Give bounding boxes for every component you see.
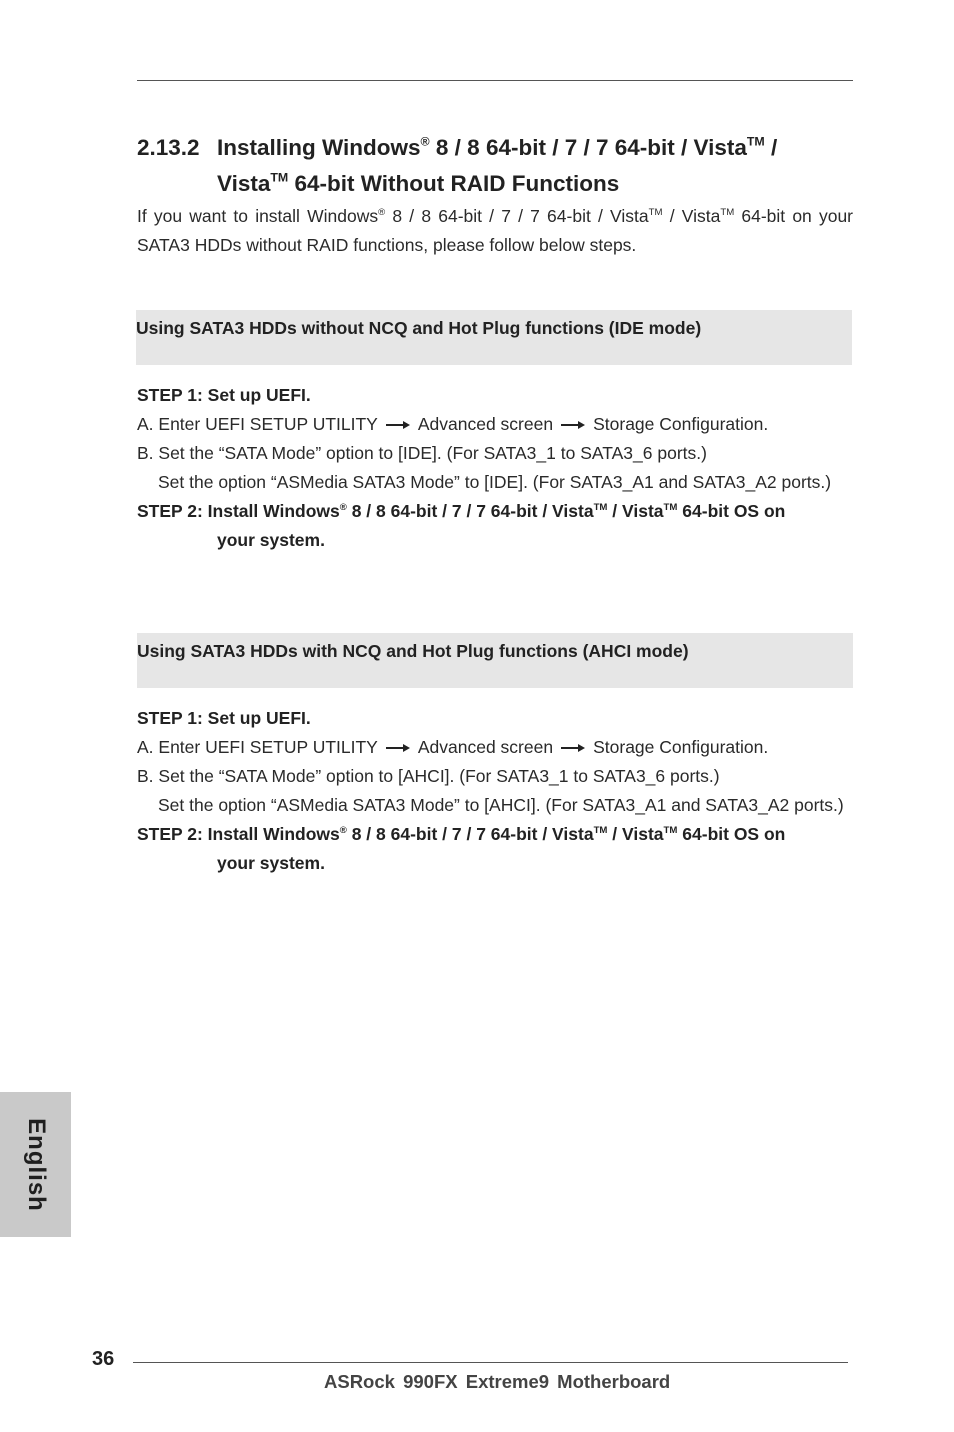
- top-rule: [137, 80, 853, 81]
- section-heading: [137, 130, 853, 202]
- language-tab-label: English: [22, 1117, 50, 1212]
- ide-step2: STEP 2: Install Windows® 8 / 8 64-bit / 7 / 7 64-bit / Vista™ / Vista™ 64-bit OS on your system.: [137, 501, 786, 550]
- heading-line-1: 2.13.2 Installing Windows® 8 / 8 64-bit / 7 / 7 64-bit / Vista™ /: [137, 130, 853, 166]
- ide-mode-steps: [137, 381, 853, 555]
- ahci-mode-band: [137, 633, 853, 688]
- section-number: 2.13.2: [137, 135, 200, 160]
- ahci-step1-b-cont: Set the option “ASMedia SATA3 Mode” to [AHCI]. (For SATA3_A1 and SATA3_A2 ports.): [158, 795, 844, 815]
- right-arrow-icon: [561, 420, 587, 430]
- intro-paragraph: If you want to install Windows® 8 / 8 64-bit / 7 / 7 64-bit / Vista™ / Vista™ 64-bit on your SATA3 HDDs without RAID functions, please follow below steps.: [137, 206, 854, 255]
- ahci-mode-title: Using SATA3 HDDs with NCQ and Hot Plug functions (AHCI mode): [137, 641, 689, 661]
- ide-step1-a: A. Enter UEFI SETUP UTILITY Advanced screen Storage Configuration.: [137, 414, 769, 434]
- right-arrow-icon: [386, 743, 412, 753]
- language-tab: [0, 1092, 71, 1237]
- ide-step1-title: STEP 1: Set up UEFI.: [137, 385, 311, 405]
- bottom-rule: [133, 1362, 848, 1363]
- ide-step1-b-cont: Set the option “ASMedia SATA3 Mode” to [IDE]. (For SATA3_A1 and SATA3_A2 ports.): [158, 472, 832, 492]
- heading-line-2: Vista™ 64-bit Without RAID Functions: [217, 170, 620, 196]
- ahci-step1-title: STEP 1: Set up UEFI.: [137, 708, 311, 728]
- right-arrow-icon: [561, 743, 587, 753]
- ahci-step1-b: B. Set the “SATA Mode” option to [AHCI]. (For SATA3_1 to SATA3_6 ports.): [137, 766, 720, 786]
- ahci-step1-a: A. Enter UEFI SETUP UTILITY Advanced screen Storage Configuration.: [137, 737, 769, 757]
- ide-mode-title: Using SATA3 HDDs without NCQ and Hot Plug functions (IDE mode): [136, 318, 702, 338]
- ahci-mode-steps: [137, 704, 853, 878]
- ide-step1-b: B. Set the “SATA Mode” option to [IDE]. (For SATA3_1 to SATA3_6 ports.): [137, 443, 707, 463]
- ide-mode-band: [136, 310, 852, 365]
- ahci-step2: STEP 2: Install Windows® 8 / 8 64-bit / 7 / 7 64-bit / Vista™ / Vista™ 64-bit OS on your system.: [137, 824, 786, 873]
- footer-title: ASRock 990FX Extreme9 Motherboard: [324, 1371, 671, 1392]
- right-arrow-icon: [386, 420, 412, 430]
- page-number: 36: [92, 1348, 115, 1370]
